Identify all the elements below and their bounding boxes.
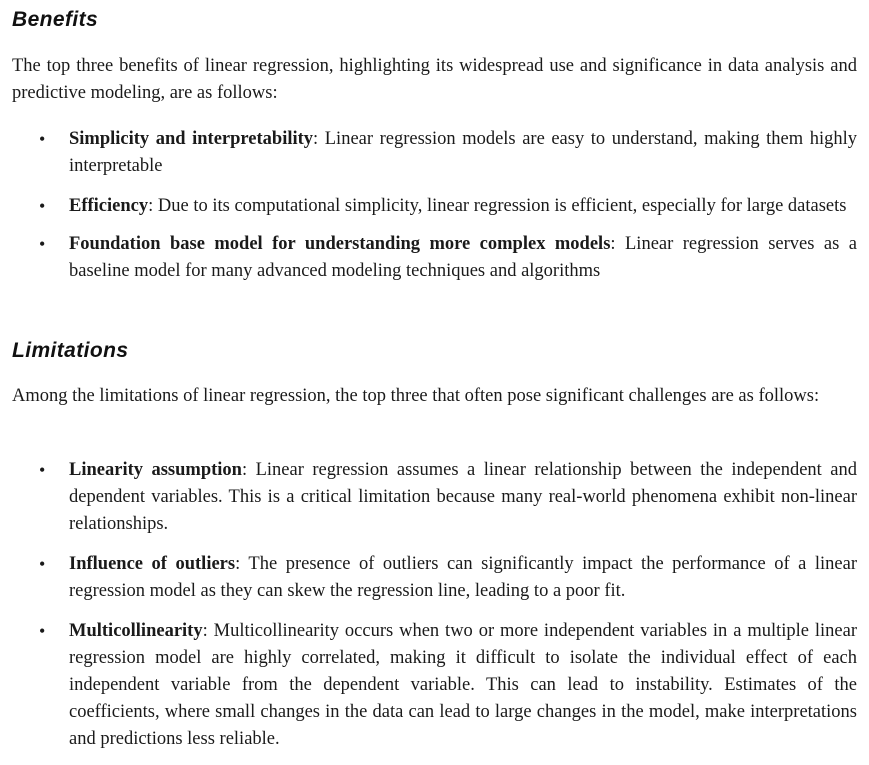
- bullet-icon: •: [39, 196, 46, 216]
- bullet-icon: •: [39, 460, 46, 480]
- list-item-text: : The presence of outliers can significantly impact the performance of a linear regression model as they can skew the regression line, leading to a poor fit.: [69, 554, 857, 601]
- list-item-text: : Multicollinearity occurs when two or more independent variables in a multiple linear regression model are highly correlated, making it difficult to isolate the individual effect of each independent variable from the dependent variable. This can lead to instability. Estimates of the coefficients, where small changes in the data can lead to large changes in the model, make interpretations and predictions less reliable.: [69, 621, 857, 749]
- list-item: [12, 551, 857, 605]
- limitations-list: [12, 457, 857, 753]
- list-item: [12, 618, 857, 753]
- list-item-text: : Linear regression assumes a linear relationship between the independent and dependent variables. This is a critical limitation because many real-world phenomena exhibit non-linear relationships.: [69, 460, 858, 534]
- list-item: [12, 457, 857, 538]
- benefits-list: [12, 126, 857, 285]
- bullet-icon: •: [39, 554, 46, 574]
- bullet-icon: •: [39, 129, 46, 149]
- list-item-text: : Linear regression models are easy to understand, making them highly interpretable: [69, 129, 857, 176]
- list-item-term: Linearity assumption: [69, 460, 242, 480]
- list-item-text: : Linear regression serves as a baseline model for many advanced modeling techniques and algorithms: [69, 234, 857, 281]
- list-item: [12, 126, 857, 180]
- list-item: [12, 193, 857, 220]
- benefits-intro-paragraph: The top three benefits of linear regression, highlighting its widespread use and significance in data analysis and predictive modeling, are as follows:: [12, 56, 857, 103]
- list-item: [12, 231, 857, 285]
- list-item-term: Foundation base model for understanding more complex models: [69, 234, 611, 254]
- limitations-intro-paragraph: Among the limitations of linear regression, the top three that often pose significant challenges are as follows:: [12, 386, 820, 406]
- list-item-text: : Due to its computational simplicity, linear regression is efficient, especially for large datasets: [148, 196, 847, 216]
- list-item-term: Efficiency: [69, 196, 149, 216]
- limitations-heading: Limitations: [12, 339, 129, 362]
- benefits-heading: Benefits: [12, 8, 99, 31]
- list-item-term: Influence of outliers: [69, 554, 236, 574]
- bullet-icon: •: [39, 621, 46, 641]
- list-item-term: Simplicity and interpretability: [69, 129, 314, 149]
- bullet-icon: •: [39, 234, 46, 254]
- list-item-term: Multicollinearity: [69, 621, 203, 641]
